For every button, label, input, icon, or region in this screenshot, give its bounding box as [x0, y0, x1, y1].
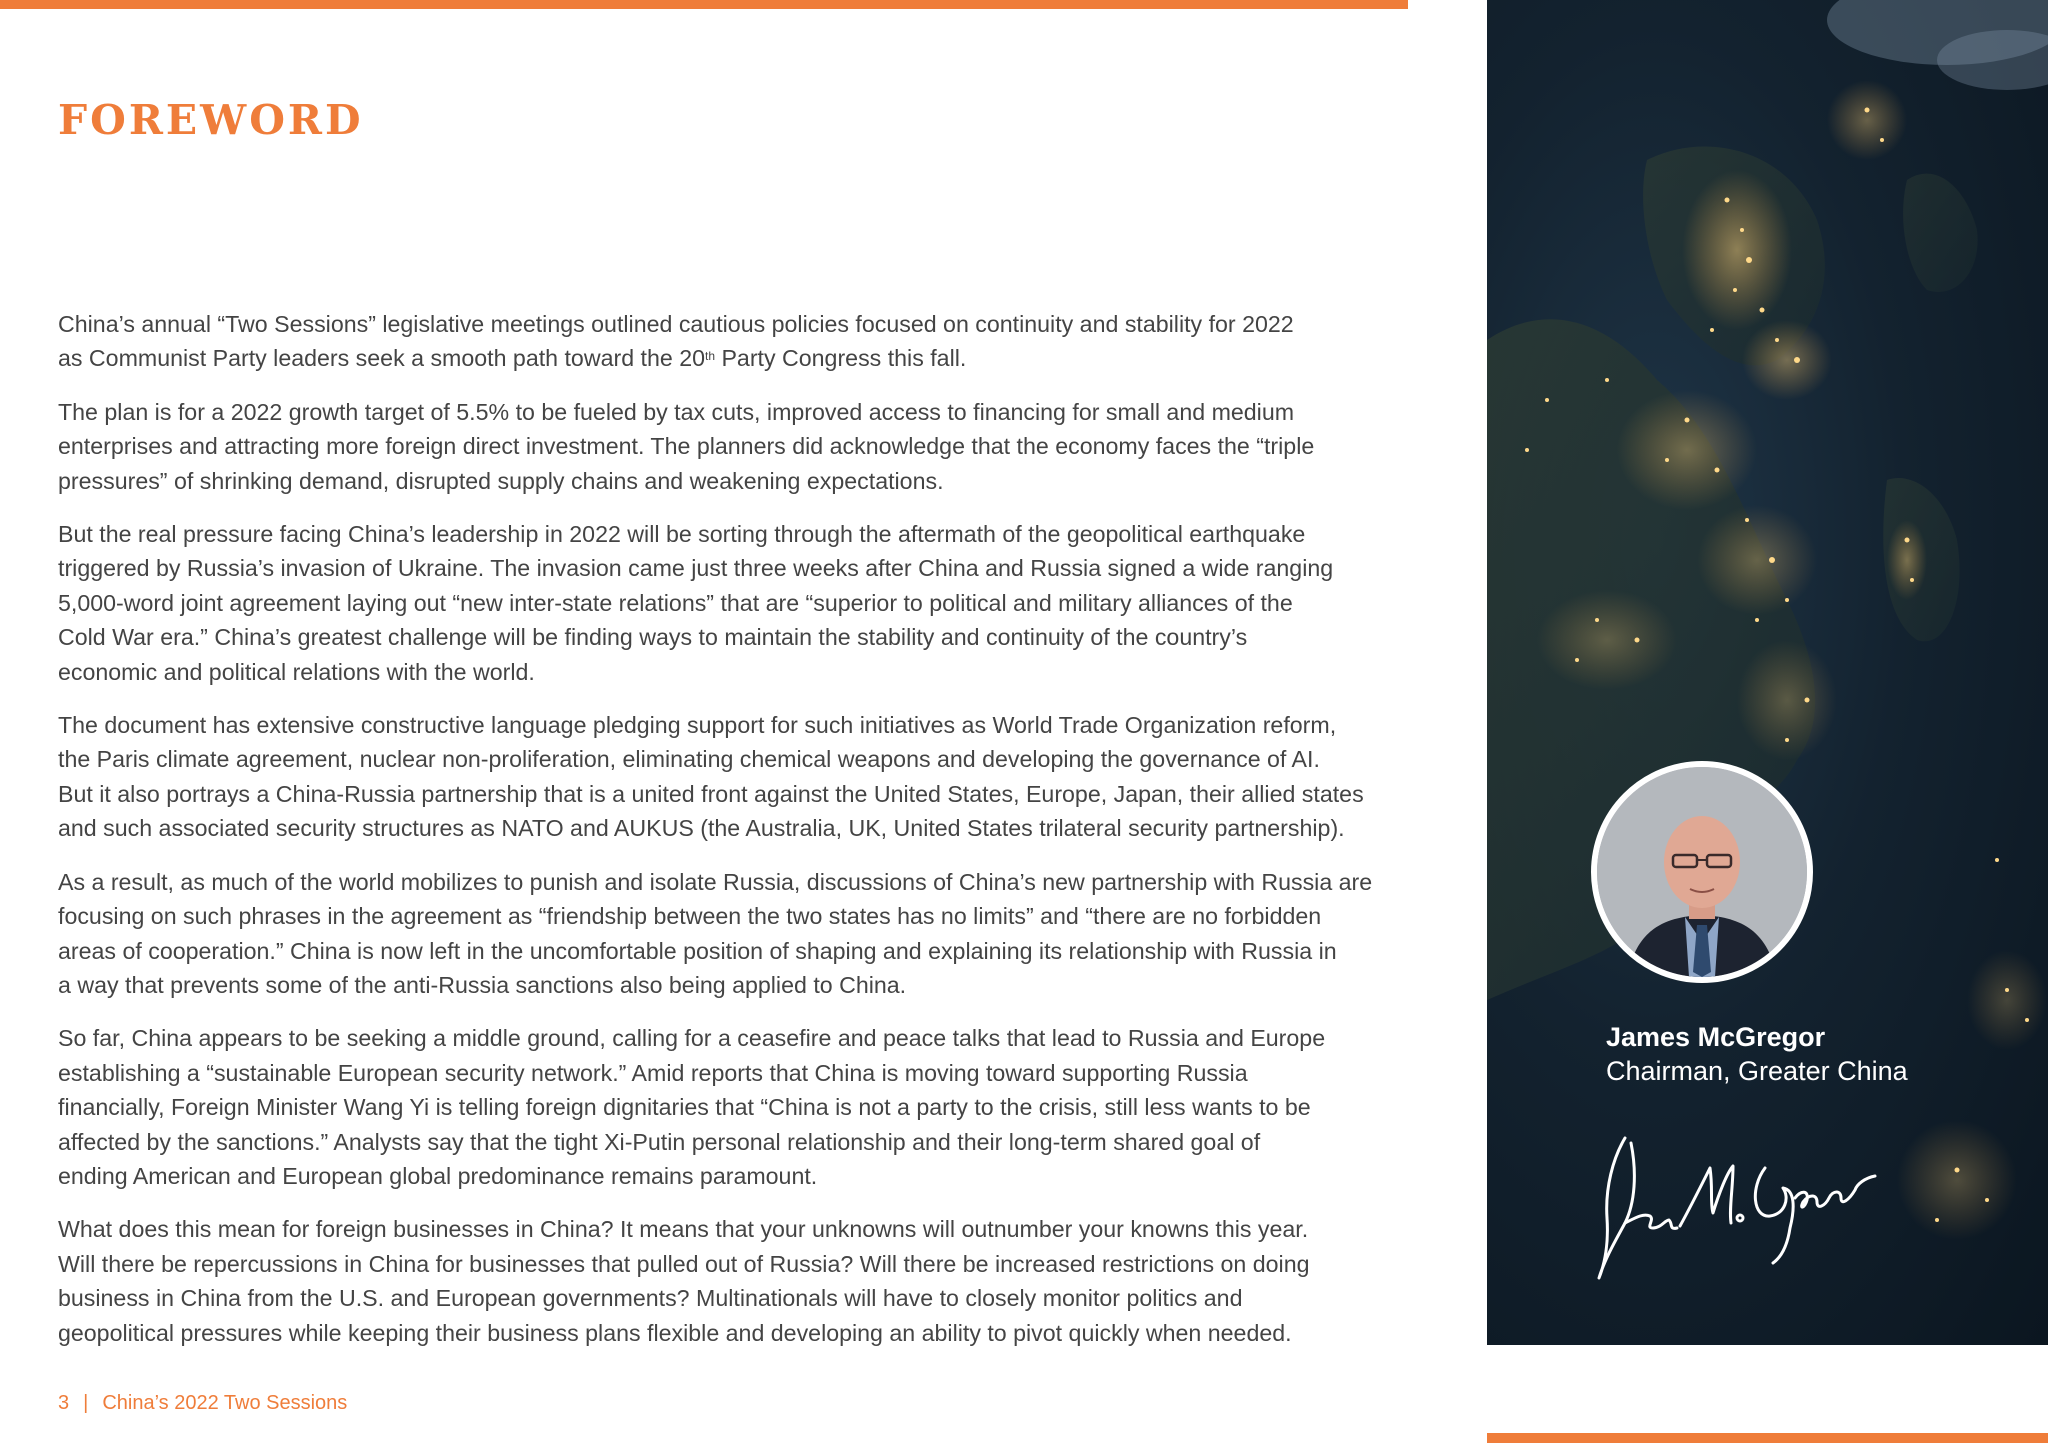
author-name: James McGregor [1606, 1022, 1826, 1052]
top-accent-bar [0, 0, 1408, 9]
paragraph-line: business in China from the U.S. and European governments? Multinationals will have to closely monitor politics and [58, 1285, 1243, 1312]
paragraph-line: triggered by Russia’s invasion of Ukraine. The invasion came just three weeks after China and Russia signed a wide ranging [58, 555, 1334, 582]
paragraph-line-text: Party Congress this fall. [715, 345, 967, 372]
paragraph-2 [58, 395, 1398, 498]
paragraph-line: China’s annual “Two Sessions” legislative meetings outlined cautious policies focused on continuity and stability for 2022 [58, 311, 1294, 337]
paragraph-line: geopolitical pressures while keeping their business plans flexible and developing an ability to pivot quickly when needed. [58, 1319, 1292, 1346]
paragraph-line: financially, Foreign Minister Wang Yi is telling foreign dignitaries that “China is not a party to the crisis, still less wants to be [58, 1094, 1311, 1121]
page-number: 3 [58, 1392, 70, 1414]
person-avatar-icon [1597, 767, 1807, 977]
paragraph-6 [58, 1021, 1398, 1193]
paragraph-line: The document has extensive constructive language pledging support for such initiatives as World Trade Organization reform, [58, 712, 1337, 739]
paragraph-line: enterprises and attracting more foreign direct investment. The planners did acknowledge that the economy faces the “triple [58, 433, 1315, 460]
paragraph-line: So far, China appears to be seeking a middle ground, calling for a ceasefire and peace talks that lead to Russia and Europe [58, 1025, 1326, 1052]
paragraph-line: As a result, as much of the world mobilizes to punish and isolate Russia, discussions of China’s new partnership with Russia are [58, 868, 1373, 895]
footer-doc-title: China’s 2022 Two Sessions [102, 1392, 348, 1414]
foreword-body [58, 307, 1398, 1369]
paragraph-3 [58, 517, 1398, 689]
paragraph-line: and such associated security structures as NATO and AUKUS (the Australia, UK, United States trilateral security partnership). [58, 815, 1345, 842]
paragraph-line: 5,000-word joint agreement laying out “new inter-state relations” that are “superior to political and military alliances of the [58, 589, 1293, 616]
paragraph-7 [58, 1212, 1398, 1350]
paragraph-line: affected by the sanctions.” Analysts say that the tight Xi-Putin personal relationship and their long-term shared goal of [58, 1128, 1261, 1155]
author-photo [1591, 761, 1813, 983]
paragraph-5 [58, 865, 1398, 1003]
ordinal-suffix: th [705, 349, 716, 364]
paragraph-line: What does this mean for foreign businesses in China? It means that your unknowns will outnumber your knowns this year. [58, 1216, 1309, 1243]
paragraph-line-text: as Communist Party leaders seek a smooth path toward the 20 [58, 345, 705, 372]
paragraph-line: economic and political relations with the world. [58, 658, 535, 685]
paragraph-line: areas of cooperation.” China is now left in the uncomfortable position of shaping and explaining its relationship with Russia in [58, 937, 1337, 964]
paragraph-line: Will there be repercussions in China for businesses that pulled out of Russia? Will there be increased restrictions on doing [58, 1250, 1310, 1277]
paragraph-line: ending American and European global predominance remains paramount. [58, 1162, 818, 1189]
paragraph-line: pressures” of shrinking demand, disrupted supply chains and weakening expectations. [58, 467, 944, 494]
signature-image [1595, 1128, 1885, 1288]
footer-separator: | [83, 1392, 89, 1414]
page-title: FOREWORD [58, 96, 364, 144]
paragraph-line: But the real pressure facing China’s leadership in 2022 will be sorting through the aftermath of the geopolitical earthquake [58, 521, 1306, 548]
page-footer [58, 1392, 347, 1415]
author-title: Chairman, Greater China [1606, 1056, 1908, 1086]
paragraph-line [58, 341, 1398, 375]
paragraph-line: the Paris climate agreement, nuclear non-proliferation, eliminating chemical weapons and developing the governance of AI. [58, 746, 1320, 773]
paragraph-line: establishing a “sustainable European security network.” Amid reports that China is moving toward supporting Russia [58, 1059, 1248, 1086]
paragraph-line: Cold War era.” China’s greatest challenge will be finding ways to maintain the stability and continuity of the country’s [58, 624, 1248, 651]
paragraph-4 [58, 708, 1398, 846]
bottom-accent-bar [1487, 1433, 2048, 1443]
paragraph-1 [58, 307, 1398, 376]
paragraph-line: But it also portrays a China-Russia partnership that is a united front against the United States, Europe, Japan, their allied states [58, 780, 1364, 807]
paragraph-line: a way that prevents some of the anti-Russia sanctions also being applied to China. [58, 971, 907, 998]
paragraph-line: The plan is for a 2022 growth target of 5.5% to be fueled by tax cuts, improved access to financing for small and medium [58, 398, 1295, 425]
paragraph-line: focusing on such phrases in the agreement as “friendship between the two states has no limits” and “there are no forbidden [58, 903, 1322, 930]
